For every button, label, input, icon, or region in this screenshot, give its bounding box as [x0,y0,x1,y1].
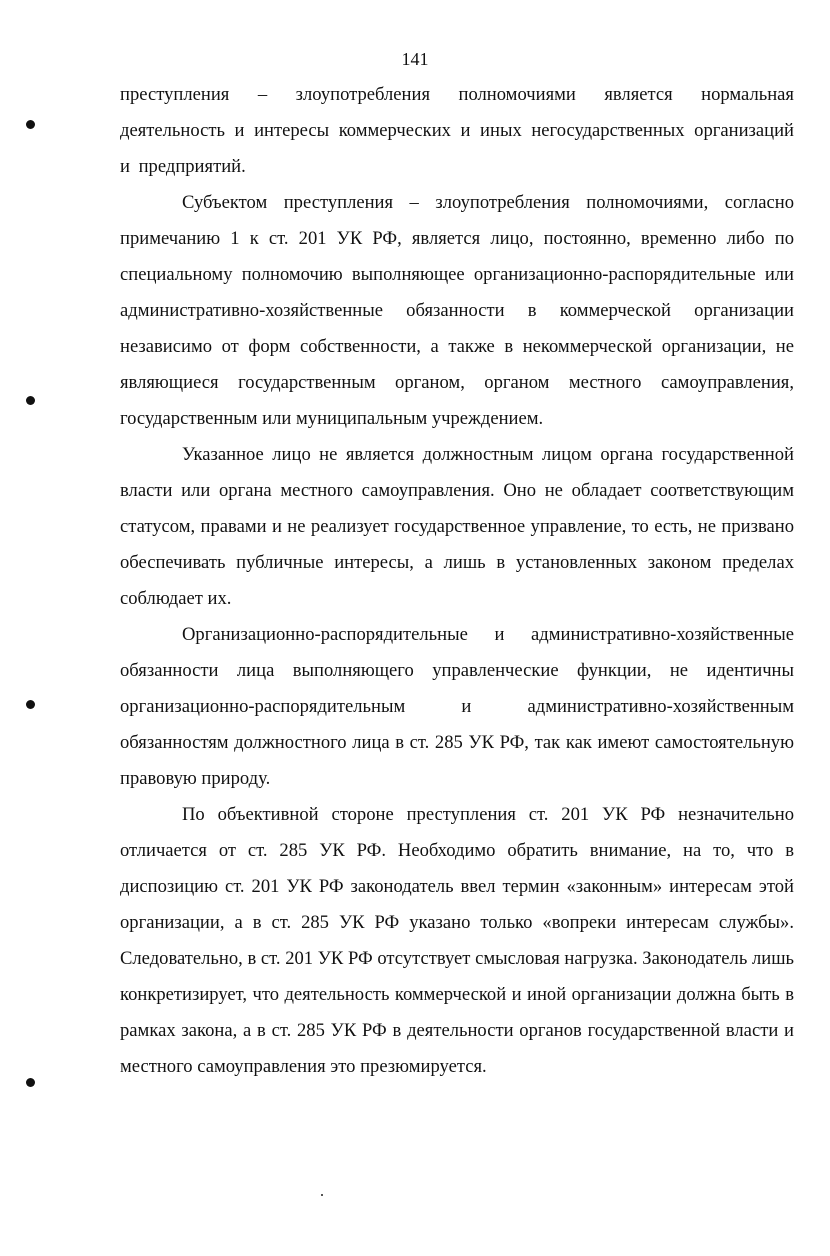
paragraph-4: Организационно-распорядительные и административно-хозяйственные обязанности лица выполняющего управленческие функции, не идентичны организационно-распорядительным и административно-хозяйственным обязанностям должностного лица в ст. 285 УК РФ, так как имеют самостоятельную правовую природу. [120,624,794,789]
page-number: 141 [401,49,429,69]
binder-hole-mark [26,1078,35,1087]
scan-speck [321,1194,323,1196]
paragraph-2: Субъектом преступления – злоупотребления полномочиями, согласно примечанию 1 к ст. 201 УК РФ, является лицо, постоянно, временно либо по специальному полномочию выполняющее организационно-распорядительные или административно-хозяйственные обязанности в коммерческой организации независимо от форм собственности, а также в некоммерческой организации, не являющиеся государственным органом, органом местного самоуправления, государственным или муниципальным учреждением. [120,192,794,429]
body-text [120,77,794,1085]
paragraph-3: Указанное лицо не является должностным лицом органа государственной власти или органа местного самоуправления. Оно не обладает соответствующим статусом, правами и не реализует государственное управление, то есть, не призвано обеспечивать публичные интересы, а лишь в установленных законом пределах соблюдает их. [120,444,794,609]
binder-hole-mark [26,120,35,129]
binder-hole-mark [26,700,35,709]
paragraph-5: По объективной стороне преступления ст. 201 УК РФ незначительно отличается от ст. 285 УК РФ. Необходимо обратить внимание, на то, что в диспозицию ст. 201 УК РФ законодатель ввел термин «законным» интересам этой организации, а в ст. 285 УК РФ указано только «вопреки интересам службы». Следовательно, в ст. 201 УК РФ отсутствует смысловая нагрузка. Законодатель лишь конкретизирует, что деятельность коммерческой и иной организации должна быть в рамках закона, а в ст. 285 УК РФ в деятельности органов государственной власти и местного самоуправления это презюмируется. [120,804,794,1077]
paragraph-1: преступления – злоупотребления полномочиями является нормальная деятельность и интересы коммерческих и иных негосударственных организаций и предприятий. [120,84,794,177]
binder-hole-mark [26,396,35,405]
